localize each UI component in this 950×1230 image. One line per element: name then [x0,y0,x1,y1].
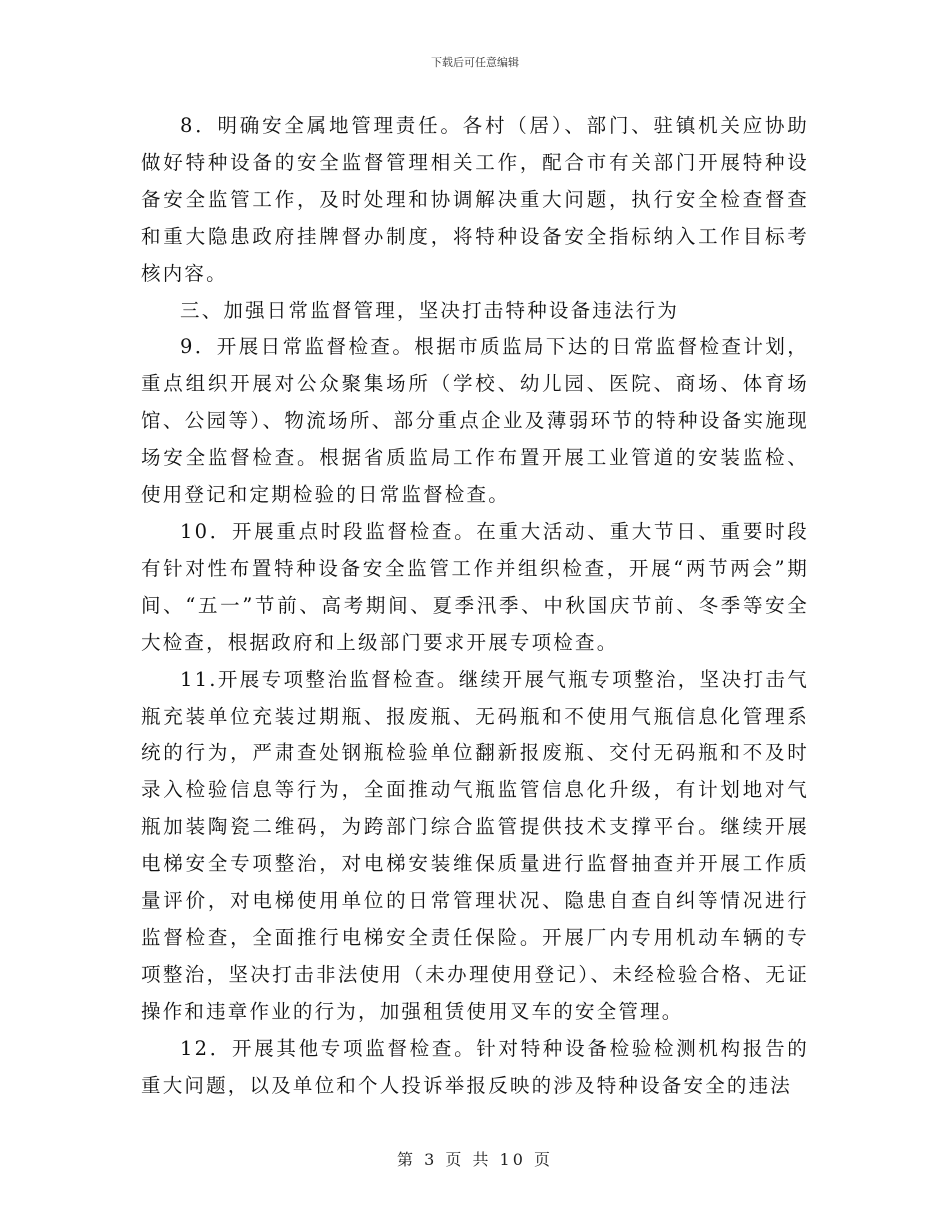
page-number-footer: 第 3 页 共 10 页 [397,1150,553,1169]
paragraph-9: 9．开展日常监督检查。根据市质监局下达的日常监督检查计划，重点组织开展对公众聚集场所（学校、幼儿园、医院、商场、体育场馆、公园等）、物流场所、部分重点企业及薄弱环节的特种设备实施现场安全监督检查。根据省质监局工作布置开展工业管道的安装监检、使用登记和定期检验的日常监督检查。 [141,335,809,507]
document-body [141,108,809,1104]
paragraph-8: 8．明确安全属地管理责任。各村（居）、部门、驻镇机关应协助做好特种设备的安全监督管理相关工作，配合市有关部门开展特种设备安全监管工作，及时处理和协调解决重大问题，执行安全检查督查和重大隐患政府挂牌督办制度，将特种设备安全指标纳入工作目标考核内容。 [141,114,809,285]
paragraph-10: 10．开展重点时段监督检查。在重大活动、重大节日、重要时段有针对性布置特种设备安全监管工作并组织检查，开展“两节两会”期间、“五一”节前、高考期间、夏季汛季、中秋国庆节前、冬季等安全大检查，根据政府和上级部门要求开展专项检查。 [141,519,809,654]
section-heading-3: 三、加强日常监督管理，坚决打击特种设备违法行为 [180,298,680,322]
paragraph-12: 12．开展其他专项监督检查。针对特种设备检验检测机构报告的重大问题，以及单位和个人投诉举报反映的涉及特种设备安全的违法 [141,1036,809,1097]
paragraph-11: 11.开展专项整治监督检查。继续开展气瓶专项整治，坚决打击气瓶充装单位充装过期瓶、报废瓶、无码瓶和不使用气瓶信息化管理系统的行为，严肃查处钢瓶检验单位翻新报废瓶、交付无码瓶和不及时录入检验信息等行为，全面推动气瓶监管信息化升级，有计划地对气瓶加装陶瓷二维码，为跨部门综合监管提供技术支撑平台。继续开展电梯安全专项整治，对电梯安装维保质量进行监督抽查并开展工作质量评价，对电梯使用单位的日常管理状况、隐患自查自纠等情况进行监督检查，全面推行电梯安全责任保险。开展厂内专用机动车辆的专项整治，坚决打击非法使用（未办理使用登记）、未经检验合格、无证操作和违章作业的行为，加强租赁使用叉车的安全管理。 [141,667,809,1023]
page-header: 下载后可任意编辑 [431,56,519,69]
